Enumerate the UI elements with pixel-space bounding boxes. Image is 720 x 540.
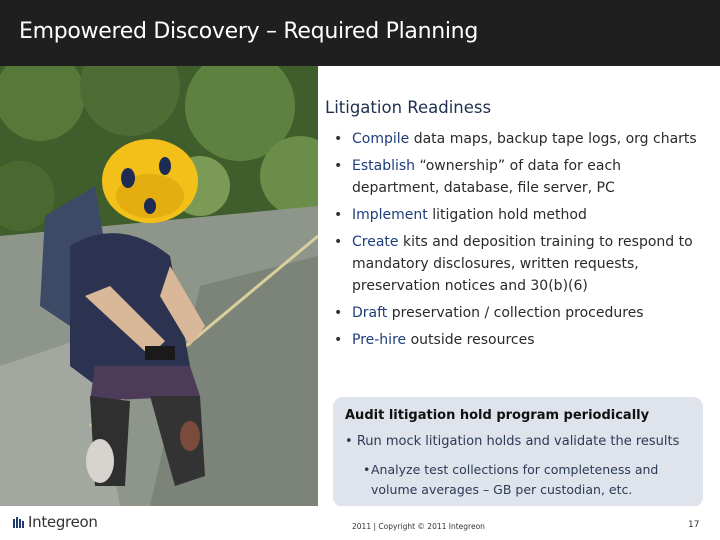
bullet-icon: • (334, 207, 343, 223)
list-item (318, 128, 702, 150)
bullet-text: kits and deposition training to respond to mandatory disclosures, written requests, preservation notices and 30(b)(6) (352, 234, 693, 294)
bullet-icon: • (334, 158, 343, 174)
bullet-icon: • (334, 131, 343, 147)
bullet-keyword: Establish (352, 158, 416, 174)
bullet-text: “ownership” of data for each department, database, file server, PC (352, 158, 622, 196)
bullet-keyword: Create (352, 234, 399, 250)
list-item (318, 302, 702, 324)
bullet-keyword: Pre-hire (352, 332, 407, 348)
title-bar (0, 0, 720, 66)
bullet-list (318, 128, 720, 356)
callout-box (333, 397, 703, 507)
integreon-logo (13, 513, 98, 531)
section-heading: Litigation Readiness (325, 98, 492, 117)
logo-text: Integreon (28, 513, 98, 531)
bullet-text: litigation hold method (427, 207, 587, 223)
bullet-keyword: Implement (352, 207, 428, 223)
page-number: 17 (688, 520, 700, 530)
callout-title: Audit litigation hold program periodically (345, 408, 650, 423)
integreon-logo-icon (13, 516, 25, 528)
slide-title: Empowered Discovery – Required Planning (19, 19, 478, 44)
bullet-text: outside resources (406, 332, 535, 348)
list-item (318, 155, 702, 199)
list-item (318, 204, 702, 226)
bullet-text: preservation / collection procedures (387, 305, 644, 321)
footer (0, 506, 720, 540)
list-item (318, 231, 702, 297)
bullet-icon: • (334, 305, 343, 321)
bullet-icon: • (334, 234, 343, 250)
callout-sub-bullet (363, 460, 701, 500)
bullet-keyword: Compile (352, 131, 410, 147)
bullet-text: data maps, backup tape logs, org charts (409, 131, 697, 147)
callout-bullet (345, 434, 679, 449)
bullet-icon: • (363, 462, 371, 477)
rock-climber-photo (0, 66, 318, 506)
bullet-icon: • (334, 332, 343, 348)
bullet-icon: • (345, 434, 353, 449)
copyright-text: 2011 | Copyright © 2011 Integreon (352, 522, 485, 531)
callout-sub-bullet-text: Analyze test collections for completeness and volume averages – GB per custodian, etc. (371, 462, 659, 497)
bullet-keyword: Draft (352, 305, 388, 321)
callout-bullet-text: Run mock litigation holds and validate the results (356, 434, 680, 449)
list-item (318, 329, 702, 351)
